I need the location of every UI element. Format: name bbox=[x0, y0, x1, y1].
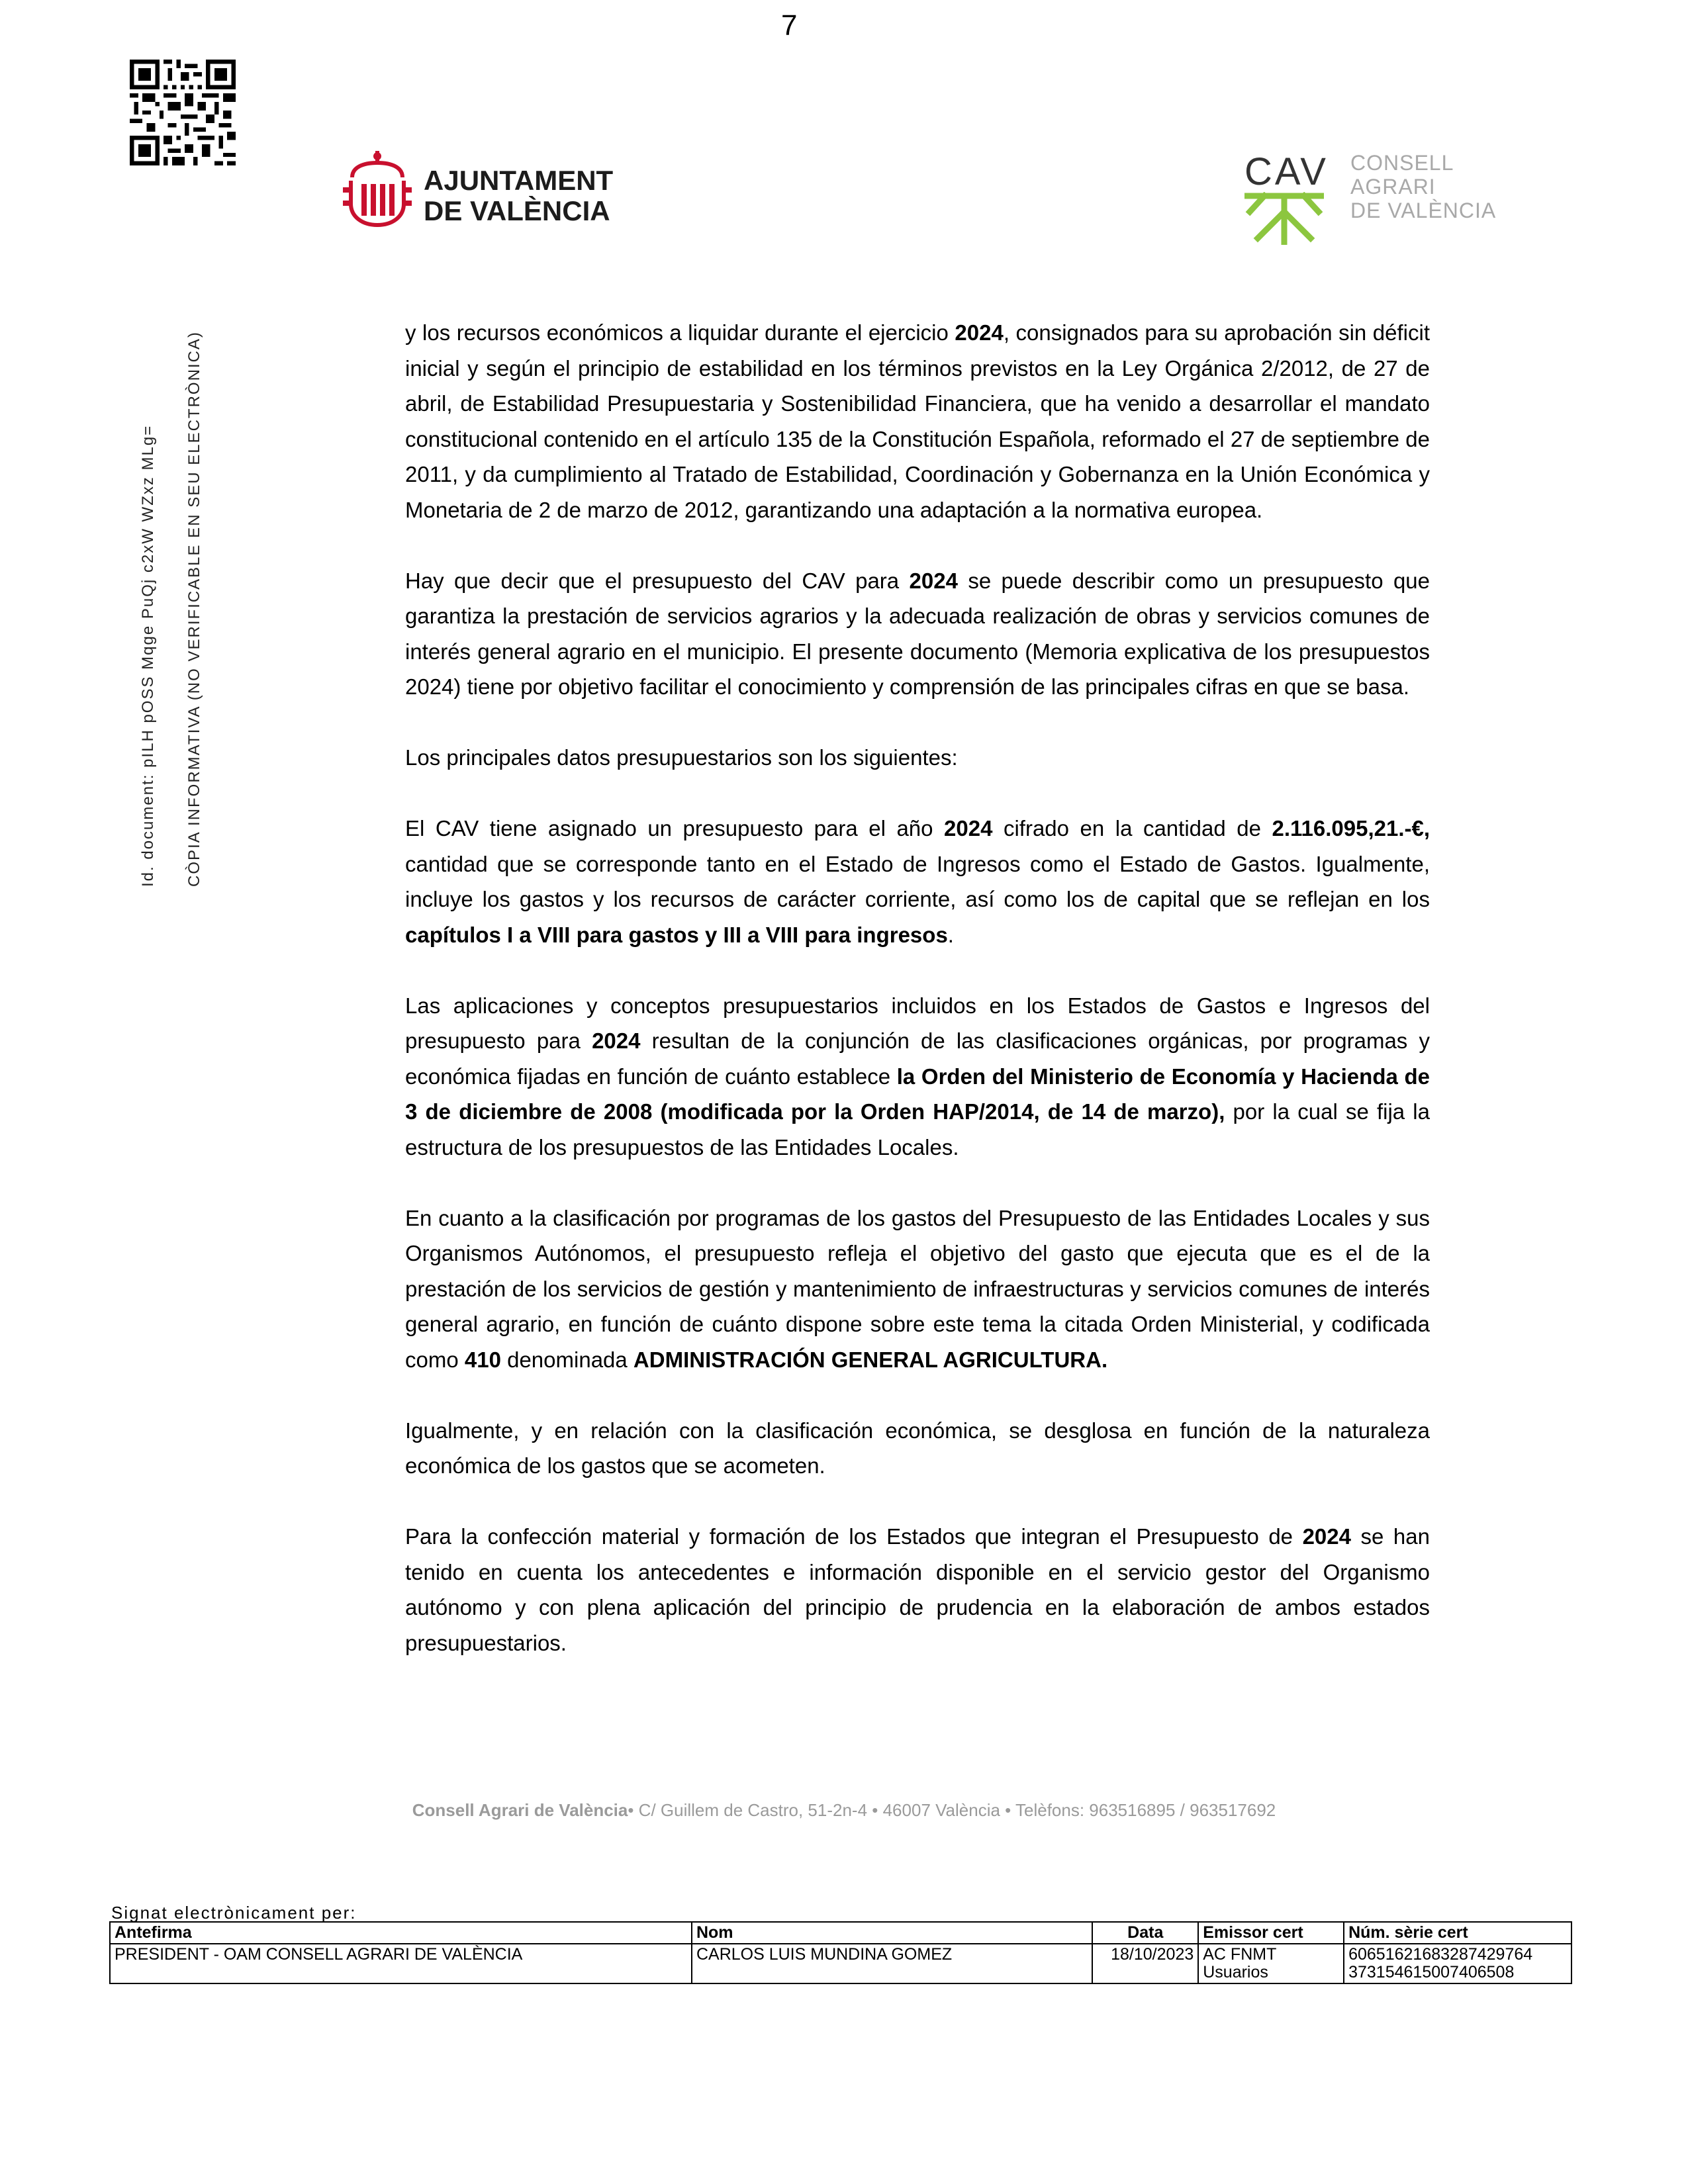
paragraph-5: Las aplicaciones y conceptos presupuestarios incluidos en los Estados de Gastos e Ingresos del presupuesto para 2024 resultan de la conjunción de las clasificaciones orgánicas, por programas y económica fijadas en función de cuánto establece la Orden del Ministerio de Economía y Hacienda de 3 de diciembre de 2008 (modificada por la Orden HAP/2014, de 14 de marzo), por la cual se fija la estructura de los presupuestos de las Entidades Locales. bbox=[405, 993, 1430, 1160]
signature-table bbox=[109, 1921, 1572, 1984]
document-body bbox=[405, 315, 1430, 1661]
cav-logo-line3: DE VALÈNCIA bbox=[1350, 199, 1497, 222]
cell-emissor: AC FNMT Usuarios bbox=[1198, 1944, 1344, 1983]
header-nom: Nom bbox=[692, 1922, 1092, 1944]
header-serie: Núm. sèrie cert bbox=[1344, 1922, 1571, 1944]
city-coat-of-arms-icon bbox=[343, 151, 412, 230]
cav-logo-line1: CONSELL bbox=[1350, 151, 1454, 175]
paragraph-6: En cuanto a la clasificación por programas de los gastos del Presupuesto de las Entidades Locales y sus Organismos Autónomos, el presupuesto refleja el objetivo del gasto que ejecuta que es el de la prestación de los servicios de gestión y mantenimiento de infraestructuras y servicios comunes de interés general agrario, en función de cuánto dispone sobre este tema la citada Orden Ministerial, y codificada como 410 denominada ADMINISTRACIÓN GENERAL AGRICULTURA. bbox=[405, 1205, 1430, 1372]
page-number: 7 bbox=[781, 9, 798, 42]
cav-logo-line2: AGRARI bbox=[1350, 175, 1436, 199]
paragraph-3: Los principales datos presupuestarios son los siguientes: bbox=[405, 745, 958, 770]
document-id-vertical: Id. document: pILH pOSS Mqge PuQj c2xW WZxz MLg= bbox=[139, 424, 157, 887]
cell-antefirma: PRESIDENT - OAM CONSELL AGRARI DE VALÈNCIA bbox=[110, 1944, 692, 1983]
paragraph-4: El CAV tiene asignado un presupuesto para el año 2024 cifrado en la cantidad de 2.116.095,21.-€, cantidad que se corresponde tanto en el Estado de Ingresos como el Estado de Gastos. Igualmente, incluye los gastos y los recursos de carácter corriente, así como los de capital que se reflejan en los capítulos I a VIII para gastos y III a VIII para ingresos. bbox=[405, 816, 1430, 947]
cav-abbr: CAV bbox=[1244, 150, 1329, 193]
header-emissor: Emissor cert bbox=[1198, 1922, 1344, 1944]
cell-data: 18/10/2023 bbox=[1092, 1944, 1198, 1983]
ajuntament-logo-line1: AJUNTAMENT bbox=[424, 165, 614, 196]
signed-label: Signat electrònicament per: bbox=[111, 1903, 357, 1923]
ajuntament-logo bbox=[343, 151, 614, 234]
paragraph-8: Para la confección material y formación de los Estados que integran el Presupuesto de 2024 se han tenido en cuenta los antecedentes e información disponible en el servicio gestor del Organismo autónomo y con plena aplicación del principio de prudencia en la elaboración de ambos estados presupuestarios. bbox=[405, 1524, 1430, 1655]
header-antefirma: Antefirma bbox=[110, 1922, 692, 1944]
footer-org: Consell Agrari de València bbox=[412, 1800, 628, 1820]
footer-address-text: • C/ Guillem de Castro, 51-2n-4 • 46007 València • Telèfons: 963516895 / 963517692 bbox=[628, 1800, 1276, 1820]
signature-table-row bbox=[110, 1944, 1571, 1983]
cell-serie: 606516216832874297​64 373154615007406508 bbox=[1344, 1944, 1571, 1983]
copy-notice-vertical: CÒPIA INFORMATIVA (NO VERIFICABLE EN SEU ELECTRÒNICA) bbox=[185, 331, 203, 887]
sprout-icon bbox=[1244, 192, 1324, 245]
qr-code-icon bbox=[130, 60, 236, 165]
footer-address bbox=[0, 1800, 1688, 1821]
paragraph-1: y los recursos económicos a liquidar durante el ejercicio 2024, consignados para su aprobación sin déficit inicial y según el principio de estabilidad en los términos previstos en la Ley Orgánica 2/2012, de 27 de abril, de Estabilidad Presupuestaria y Sostenibilidad Financiera, que ha venido a desarrollar el mandato constitucional contenido en el artículo 135 de la Constitución Española, reformado el 27 de septiembre de 2011, y da cumplimiento al Tratado de Estabilidad, Coordinación y Gobernanza en la Unión Económica y Monetaria de 2 de marzo de 2012, garantizando una adaptación a la normativa europea. bbox=[405, 320, 1430, 522]
ajuntament-logo-line2: DE VALÈNCIA bbox=[424, 195, 610, 226]
paragraph-7: Igualmente, y en relación con la clasificación económica, se desglosa en función de la naturaleza económica de los gastos que se acometen. bbox=[405, 1418, 1430, 1478]
paragraph-2: Hay que decir que el presupuesto del CAV para 2024 se puede describir como un presupuesto que garantiza la prestación de servicios agrarios y la adecuada realización de obras y servicios comunes de interés general agrario en el municipio. El presente documento (Memoria explicativa de los presupuestos 2024) tiene por objetivo facilitar el conocimiento y comprensión de las principales cifras en que se basa. bbox=[405, 568, 1430, 699]
signature-table-header bbox=[110, 1922, 1571, 1944]
cell-nom: CARLOS LUIS MUNDINA GOMEZ bbox=[692, 1944, 1092, 1983]
header-data: Data bbox=[1092, 1922, 1198, 1944]
